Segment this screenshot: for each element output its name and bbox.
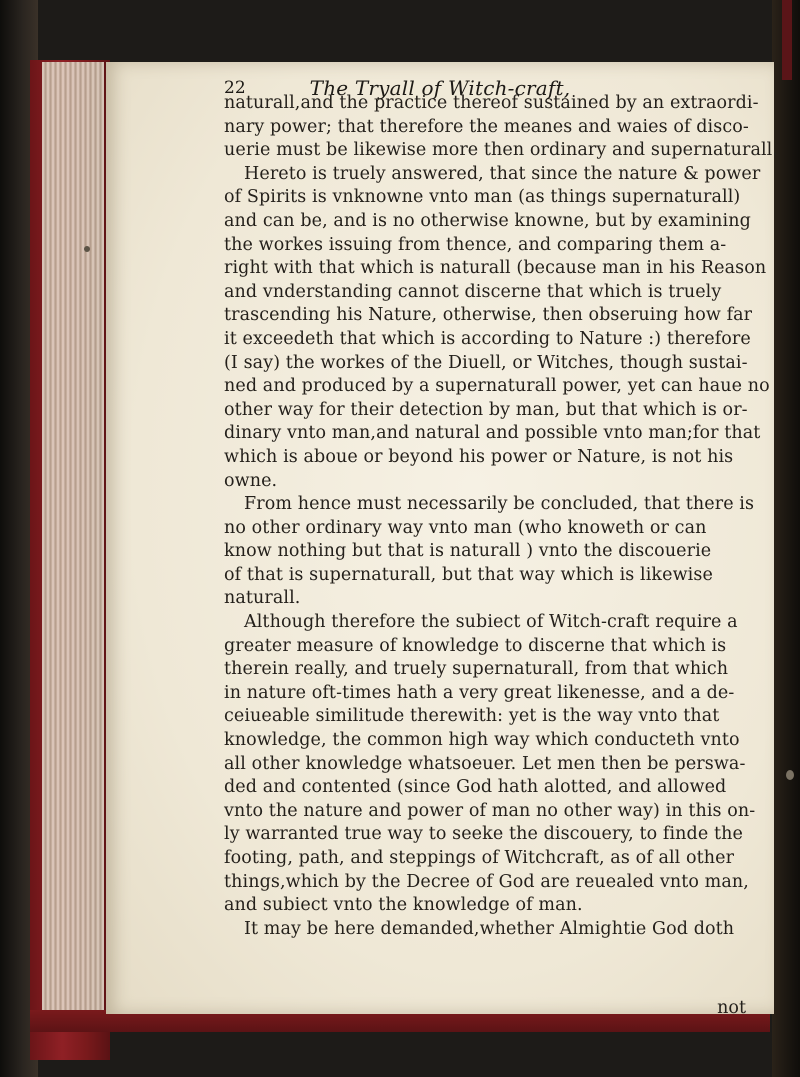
text-line: nary power; that therefore the meanes and waies of disco- [224, 116, 749, 137]
text-line: and can be, and is no otherwise knowne, but by examining [224, 210, 751, 231]
text-line: things,which by the Decree of God are reuealed vnto man, [224, 871, 749, 892]
book-page [106, 62, 779, 1018]
text-line: the workes issuing from thence, and comparing them a- [224, 234, 727, 255]
text-line: ly warranted true way to seeke the discouery, to finde the [224, 824, 743, 845]
text-line: and subiect vnto the knowledge of man. [224, 895, 583, 916]
text-line: it exceedeth that which is according to Nature :) therefore [224, 328, 751, 349]
text-line: other way for their detection by man, but that which is or- [224, 399, 748, 420]
text-line: It may be here demanded,whether Almightie God doth [244, 918, 735, 939]
text-line: vnto the nature and power of man no other way) in this on- [224, 800, 756, 821]
text-line: of that is supernaturall, but that way which is likewise [224, 564, 713, 585]
text-line: in nature oft-times hath a very great likenesse, and a de- [224, 682, 735, 703]
text-line: knowledge, the common high way which conducteth vnto [224, 730, 740, 751]
text-line: which is aboue or beyond his power or Nature, is not his [224, 446, 734, 467]
text-line: ded and contented (since God hath alotted, and allowed [224, 777, 727, 798]
text-line: footing, path, and steppings of Witchcraft, as of all other [224, 848, 735, 868]
text-line: owne. [224, 470, 278, 491]
text-line: of Spirits is vnknowne vnto man (as things supernaturall) [224, 187, 741, 208]
text-line: therein really, and truely supernaturall, from that which [224, 659, 729, 680]
text-line: right with that which is naturall (because man in his Reason [224, 258, 767, 279]
catchword: not [717, 998, 746, 1018]
right-cover-red-mark [782, 0, 792, 80]
text-line: ned and produced by a supernaturall power, yet can haue no [224, 376, 770, 397]
running-title: The Tryall of Witch-craft, [309, 76, 571, 100]
text-line: uerie must be likewise more then ordinary and supernaturall. [224, 140, 779, 161]
margin-spot [786, 770, 794, 780]
text-line: dinary vnto man,and natural and possible vnto man;for that [224, 423, 761, 444]
text-line: From hence must necessarily be concluded, that there is [244, 494, 755, 515]
text-line: ceiueable similitude therewith: yet is the way vnto that [224, 706, 720, 727]
text-line: (I say) the workes of the Diuell, or Witches, though sustai- [224, 352, 748, 373]
body-text [224, 92, 784, 941]
text-line: trascending his Nature, otherwise, then obseruing how far [224, 305, 753, 326]
margin-spot [84, 246, 90, 252]
text-line: naturall. [224, 588, 301, 609]
text-line: no other ordinary way vnto man (who knoweth or can [224, 517, 707, 538]
text-line: know nothing but that is naturall ) vnto the discouerie [224, 541, 712, 562]
text-line: Although therefore the subiect of Witch-craft require a [244, 612, 738, 633]
text-line: and vnderstanding cannot discerne that which is truely [224, 281, 722, 302]
text-line: greater measure of knowledge to discerne that which is [224, 635, 727, 656]
text-line: naturall,and the practice thereof sustained by an extraordi- [224, 93, 759, 113]
text-line: Hereto is truely answered, that since the nature & power [244, 163, 761, 184]
text-line: all other knowledge whatsoeuer. Let men then be perswa- [224, 753, 746, 774]
page-stack-edge [42, 62, 104, 1032]
page-number: 22 [224, 78, 246, 98]
